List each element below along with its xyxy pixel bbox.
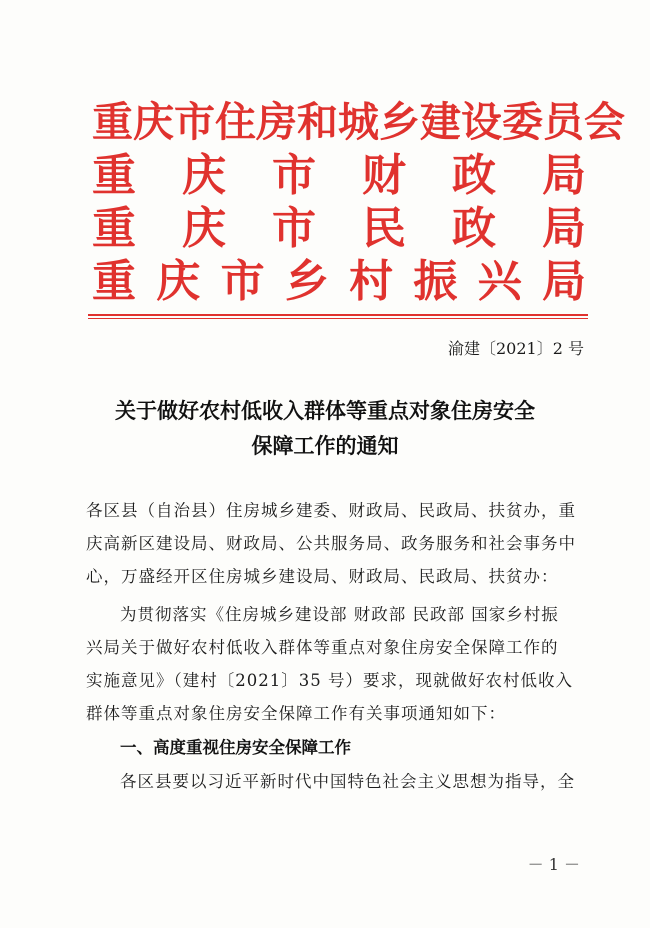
recipients-line: 庆高新区建设局、财政局、公共服务局、政务服务和社会事务中 xyxy=(86,534,576,553)
page-number: － 1 － xyxy=(527,855,580,874)
paragraph-line: 兴局关于做好农村低收入群体等重点对象住房安全保障工作的 xyxy=(86,638,559,657)
recipients-line: 心，万盛经开区住房城乡建设局、财政局、民政局、扶贫办： xyxy=(86,567,559,586)
header-divider xyxy=(88,314,588,316)
paragraph-line: 群体等重点对象住房安全保障工作有关事项通知如下： xyxy=(86,704,506,723)
header-org-civil-affairs: 重 庆 市 民 政 局 xyxy=(92,203,586,254)
document-number: 渝建〔2021〕2 号 xyxy=(448,339,584,358)
paragraph-line: 实施意见》（建村〔2021〕35 号）要求，现就做好农村低收入 xyxy=(86,671,573,690)
header-org-housing: 重 庆 市 住 房 和 城 乡 建 设 委 员 会 xyxy=(92,98,625,146)
section-heading: 一、高度重视住房安全保障工作 xyxy=(120,738,351,757)
document-title-line-1: 关于做好农村低收入群体等重点对象住房安全 xyxy=(115,399,535,423)
document-title-line-2: 保障工作的通知 xyxy=(251,434,399,458)
paragraph-line: 各区县要以习近平新时代中国特色社会主义思想为指导，全 xyxy=(120,772,575,791)
recipients-line: 各区县（自治县）住房城乡建委、财政局、民政局、扶贫办，重 xyxy=(86,501,576,520)
header-divider-thin xyxy=(88,318,588,319)
paragraph-line: 为贯彻落实《住房城乡建设部 财政部 民政部 国家乡村振 xyxy=(120,605,559,624)
header-org-finance: 重 庆 市 财 政 局 xyxy=(92,150,586,201)
header-org-rural-revitalization: 重 庆 市 乡 村 振 兴 局 xyxy=(92,256,586,307)
